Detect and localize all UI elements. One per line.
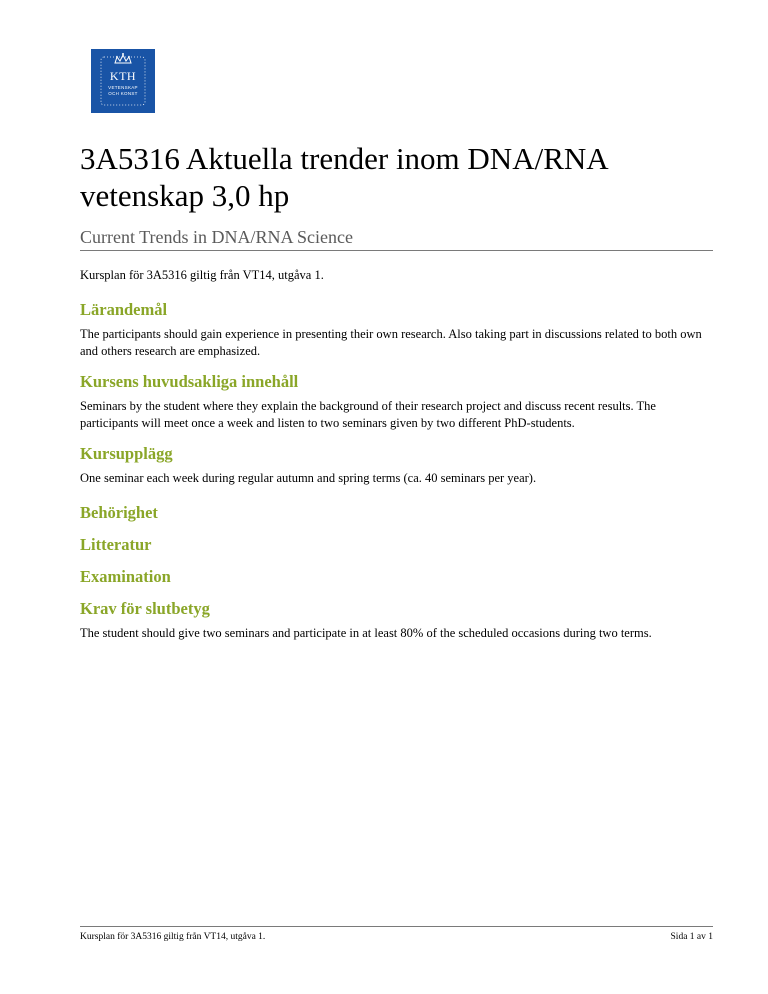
section-heading: Lärandemål xyxy=(80,300,168,319)
section-litteratur xyxy=(80,535,713,555)
section-kursupplagg xyxy=(80,444,713,487)
intro-text: Kursplan för 3A5316 giltig från VT14, utgåva 1. xyxy=(80,268,324,282)
page-title: 3A5316 Aktuella trender inom DNA/RNA vetenskap 3,0 hp xyxy=(80,141,607,213)
section-examination xyxy=(80,567,713,587)
section-body: One seminar each week during regular autumn and spring terms (ca. 40 seminars per year). xyxy=(80,471,537,485)
section-heading: Kursupplägg xyxy=(80,444,173,463)
section-heading: Examination xyxy=(80,567,171,586)
section-larandemal xyxy=(80,300,713,360)
logo-kth-text: KTH xyxy=(109,69,137,83)
section-body: The participants should gain experience in presenting their own research. Also taking part in discussions related to both own and others research are emphasized. xyxy=(80,327,702,358)
section-heading: Behörighet xyxy=(80,503,158,522)
section-huvudsakliga-innehall xyxy=(80,372,713,432)
logo-subtext-2: OCH KONST xyxy=(108,91,138,96)
document-content xyxy=(80,140,713,642)
section-krav-for-slutbetyg xyxy=(80,599,713,642)
logo-subtext-1: VETENSKAP xyxy=(108,85,138,90)
page-subtitle: Current Trends in DNA/RNA Science xyxy=(80,226,713,251)
section-behorighet xyxy=(80,503,713,523)
page-number: Sida 1 av 1 xyxy=(670,932,713,942)
page-footer xyxy=(80,926,713,943)
section-heading: Litteratur xyxy=(80,535,152,554)
section-heading: Krav för slutbetyg xyxy=(80,599,210,618)
section-body: The student should give two seminars and participate in at least 80% of the scheduled occasions during two terms. xyxy=(80,626,652,640)
section-heading: Kursens huvudsakliga innehåll xyxy=(80,372,299,391)
section-body: Seminars by the student where they explain the background of their research project and discuss recent results. The participants will meet once a week and listen to two seminars given by two different PhD-students. xyxy=(80,399,656,430)
kth-logo xyxy=(91,49,155,113)
footer-left-text: Kursplan för 3A5316 giltig från VT14, utgåva 1. xyxy=(80,932,266,942)
